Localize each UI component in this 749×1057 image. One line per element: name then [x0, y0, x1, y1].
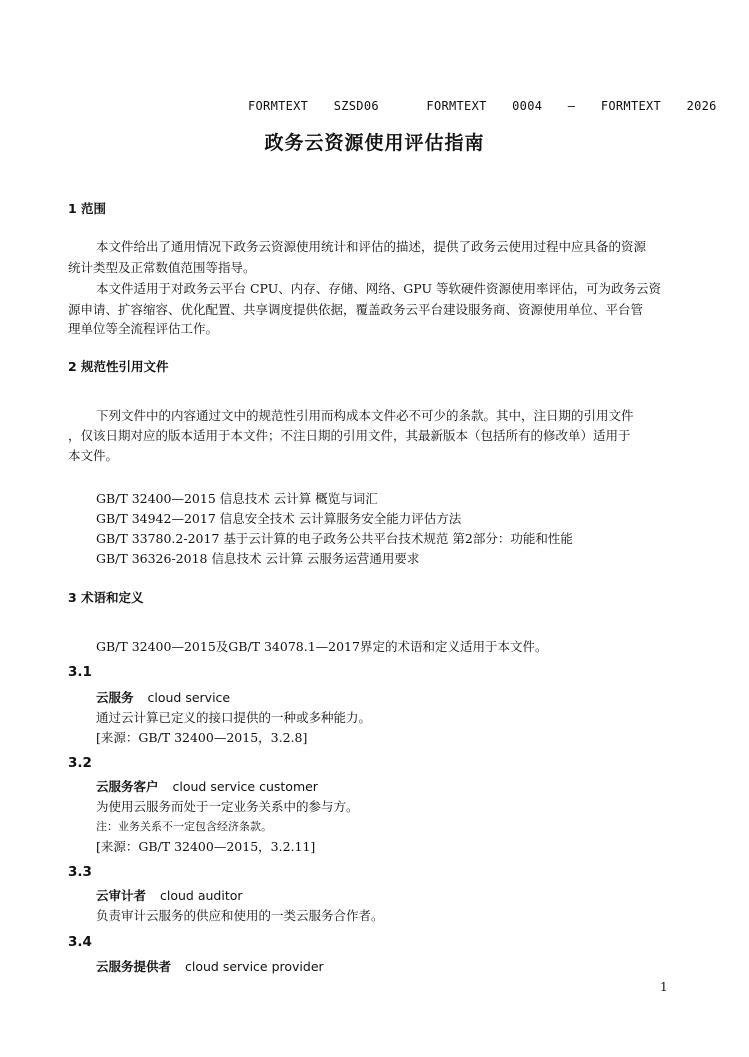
section-heading-terms: 3 术语和定义 — [68, 590, 144, 605]
term-zh: 云审计者 — [96, 888, 147, 903]
reference-item: GB/T 32400—2015 信息技术 云计算 概览与词汇 — [96, 491, 378, 506]
term-source: [来源：GB/T 32400—2015，3.2.8] — [96, 730, 308, 745]
term-note: 注：业务关系不一定包含经济条款。 — [96, 820, 272, 833]
term-heading — [96, 957, 324, 975]
scope-para2-line3: 理单位等全流程评估工作。 — [68, 321, 219, 336]
references-para-line1: 下列文件中的内容通过文中的规范性引用而构成本文件必不可少的条款。其中，注日期的引用文件 — [96, 408, 634, 423]
code-field-2: SZSD06 — [333, 99, 379, 113]
scope-para2-line2: 源申请、扩容缩容、优化配置、共享调度提供依据，覆盖政务云平台建设服务商、资源使用单位、平台管 — [68, 302, 644, 317]
document-title: 政务云资源使用评估指南 — [264, 132, 485, 154]
section-heading-references: 2 规范性引用文件 — [68, 359, 169, 374]
code-field-5: FORMTEXT — [600, 99, 662, 113]
scope-para2-line1: 本文件适用于对政务云平台 CPU、内存、存储、网络、GPU 等软硬件资源使用率评估，可为政务云资 — [96, 281, 661, 296]
term-en: cloud service provider — [185, 959, 324, 974]
term-heading — [96, 777, 318, 795]
term-number: 3.1 — [68, 664, 92, 680]
code-dash: — — [567, 99, 576, 113]
term-definition: 为使用云服务而处于一定业务关系中的参与方。 — [96, 799, 359, 814]
code-field-3: FORMTEXT — [426, 99, 487, 113]
term-heading — [96, 886, 243, 904]
code-field-4: 0004 — [512, 99, 543, 113]
term-zh: 云服务 — [96, 690, 134, 705]
term-zh: 云服务客户 — [96, 779, 159, 794]
reference-item: GB/T 36326-2018 信息技术 云计算 云服务运营通用要求 — [96, 551, 420, 566]
references-para-line2: ，仅该日期对应的版本适用于本文件；不注日期的引用文件，其最新版本（包括所有的修改单）适用于 — [68, 428, 631, 443]
section-heading-scope: 1 范围 — [68, 201, 107, 216]
code-field-6: 2026 — [686, 99, 717, 113]
term-number: 3.3 — [68, 864, 92, 880]
standard-code — [248, 99, 735, 113]
reference-item: GB/T 33780.2-2017 基于云计算的电子政务公共平台技术规范 第2部分：功能和性能 — [96, 531, 573, 546]
terms-intro: GB/T 32400—2015及GB/T 34078.1—2017界定的术语和定义适用于本文件。 — [96, 639, 548, 654]
term-definition: 负责审计云服务的供应和使用的一类云服务合作者。 — [96, 908, 384, 923]
term-en: cloud service customer — [172, 779, 318, 794]
term-number: 3.4 — [68, 934, 92, 950]
term-zh: 云服务提供者 — [96, 959, 172, 974]
term-en: cloud auditor — [160, 888, 243, 903]
references-para-line3: 本文件。 — [68, 448, 119, 463]
term-en: cloud service — [147, 690, 231, 705]
reference-item: GB/T 34942—2017 信息安全技术 云计算服务安全能力评估方法 — [96, 511, 462, 526]
code-field-1: FORMTEXT — [248, 99, 309, 113]
term-source: [来源：GB/T 32400—2015，3.2.11] — [96, 839, 316, 854]
term-heading — [96, 688, 230, 706]
page-number: 1 — [660, 980, 668, 994]
term-definition: 通过云计算已定义的接口提供的一种或多种能力。 — [96, 710, 372, 725]
scope-para1-line2: 统计类型及正常数值范围等指导。 — [68, 260, 256, 275]
term-number: 3.2 — [68, 755, 92, 771]
scope-para1-line1: 本文件给出了通用情况下政务云资源使用统计和评估的描述，提供了政务云使用过程中应具备的资源 — [96, 239, 647, 254]
